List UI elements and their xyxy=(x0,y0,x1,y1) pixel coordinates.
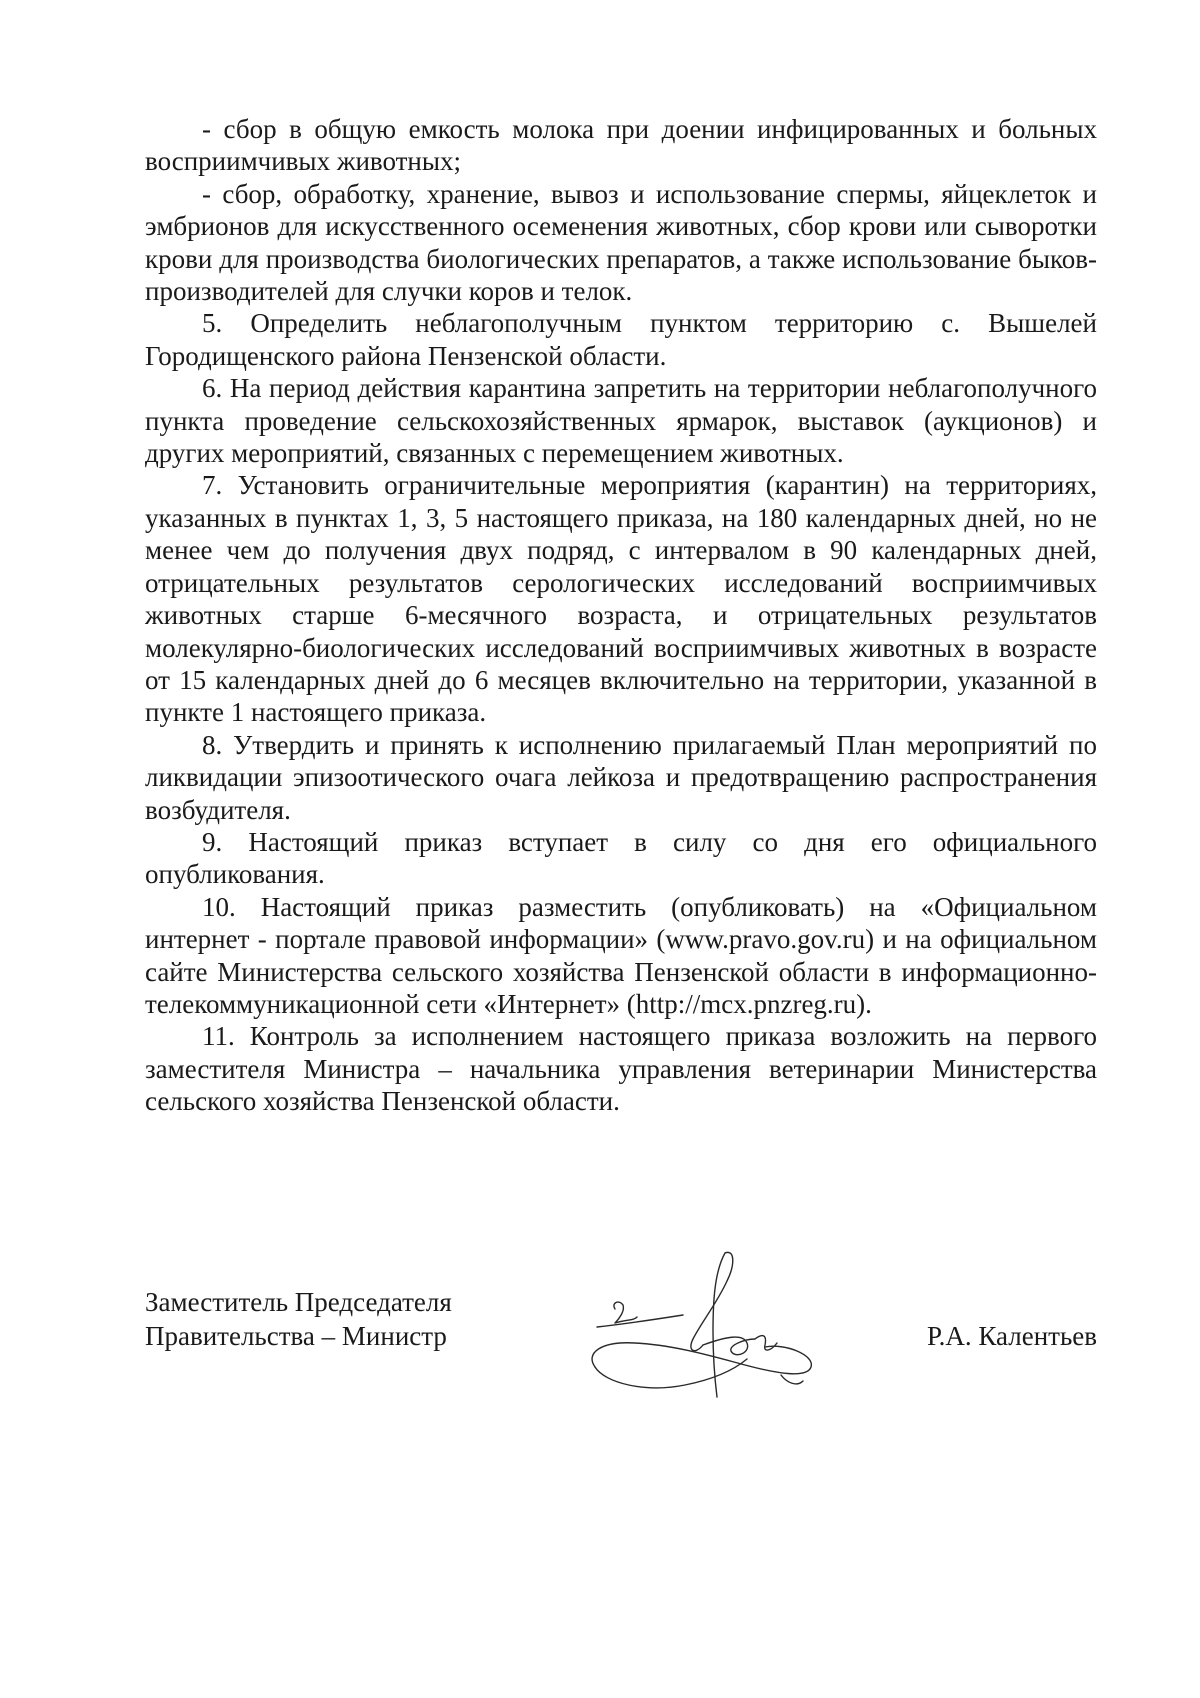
paragraph-item-6: 6. На период действия карантина запретить на территории неблагополучного пункта проведение сельскохозяйственных ярмарок, выставок (аукционов) и других мероприятий, связанных с перемещением животных. xyxy=(145,373,1097,469)
paragraph-item-7: 7. Установить ограничительные мероприятия (карантин) на территориях, указанных в пунктах 1, 3, 5 настоящего приказа, на 180 календарных дней, но не менее чем до получения двух подряд, с интервалом в 90 календарных дней, отрицательных результатов серологических исследований восприимчивых животных старше 6-месячного возраста, и отрицательных результатов молекулярно-биологических исследований восприимчивых животных в возрасте от 15 календарных дней до 6 месяцев включительно на территории, указанной в пункте 1 настоящего приказа. xyxy=(145,470,1097,728)
paragraph-item-9: 9. Настоящий приказ вступает в силу со дня его официального опубликования. xyxy=(145,826,1097,890)
paragraph-item-5: 5. Определить неблагополучным пунктом территорию с. Вышелей Городищенского района Пензенской области. xyxy=(145,308,1097,371)
paragraph-milk-collection: - сбор в общую емкость молока при доении инфицированных и больных восприимчивых животных; xyxy=(145,114,1097,177)
signatory-title-line-1: Заместитель Председателя xyxy=(145,1287,452,1317)
signatory-title-line-2: Правительства – Министр xyxy=(145,1321,447,1351)
paragraph-sperm-collection: - сбор, обработку, хранение, вывоз и использование спермы, яйцеклеток и эмбрионов для искусственного осеменения животных, сбор крови или сыворотки крови для производства биологических препаратов, а также использование быков-производителей для случки коров и телок. xyxy=(145,178,1097,307)
signatory-name: Р.А. Калентьев xyxy=(926,1321,1097,1351)
signature-block xyxy=(0,1285,1200,1445)
signatory-title xyxy=(145,1285,452,1353)
paragraph-item-11: 11. Контроль за исполнением настоящего приказа возложить на первого заместителя Министра – начальника управления ветеринарии Министерства сельского хозяйства Пензенской области. xyxy=(145,1021,1097,1117)
paragraph-item-10: 10. Настоящий приказ разместить (опубликовать) на «Официальном интернет - портале правовой информации» (www.pravo.gov.ru) и на официальном сайте Министерства сельского хозяйства Пензенской области в информационно-телекоммуникационной сети «Интернет» (http://mcx.pnzreg.ru). xyxy=(145,891,1097,1019)
document-body xyxy=(145,113,1097,1118)
paragraph-item-8: 8. Утвердить и принять к исполнению прилагаемый План мероприятий по ликвидации эпизоотического очага лейкоза и предотвращению распространения возбудителя. xyxy=(145,729,1097,825)
handwritten-signature xyxy=(575,1247,825,1417)
